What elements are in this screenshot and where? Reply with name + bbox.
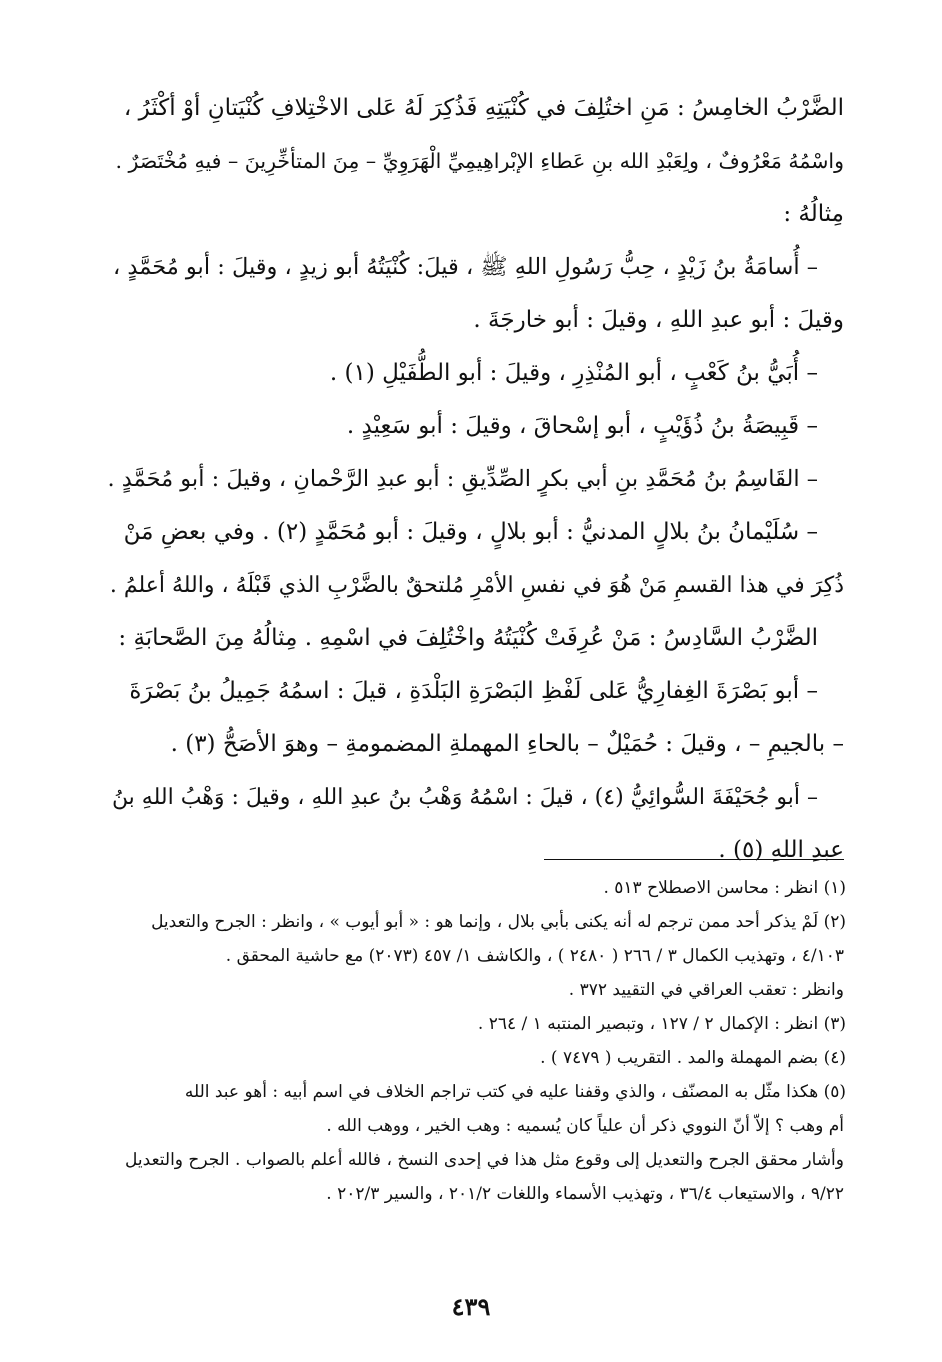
text-line: عبدِ اللهِ (٥) . [718,837,844,863]
footnote-line: ٤/١٠٣ ، وتهذيب الكمال ٣ / ٢٦٦ ( ٢٤٨٠ ) ، والكاشف ١/ ٤٥٧ (٢٠٧٣) مع حاشية المحقق . [225,946,844,966]
footnote-line: أم وهب ؟ إلاّ أنّ النووي ذكر أن علياً كان يُسميه : وهب الخير ، ووهب الله . [326,1116,844,1136]
page-number: ٤٣٩ [451,1292,491,1321]
text-line: الضَّرْبُ الخامِسُ : مَنِ اختُلِفَ في كُنْيَتِهِ فَذُكِرَ لَهُ عَلى الاخْتِلافِ كُنْيَتانِ أوْ أكْثَرُ ، [123,95,844,121]
text-line: – سُلَيْمانُ بنُ بلالٍ المدنيُّ : أبو بلالٍ ، وقيلَ : أبو مُحَمَّدٍ (٢) . وفي بعضِ مَنْ [123,519,818,545]
text-line: – أُبَيُّ بنُ كَعْبٍ ، أبو المُنْذِرِ ، وقيلَ : أبو الطُّفَيْلِ (١) . [329,360,818,386]
footnote-line: (٤) بضم المهملة والمد . التقريب ( ٧٤٧٩ ) . [540,1048,846,1068]
text-line: – قَبِيصَةُ بنُ ذُؤَيْبٍ ، أبو إسْحاقَ ، وقيلَ : أبو سَعِيْدٍ . [346,413,818,439]
text-line: الضَّرْبُ السَّادِسُ : مَنْ عُرِفَتْ كُنْيَتُهُ واخْتُلِفَ في اسْمِهِ . مِثالُهُ مِنَ الصَّحابَةِ : [118,625,818,651]
footnotes [100,871,846,1211]
text-line: – أُسامَةُ بنُ زَيْدٍ ، حِبُّ رَسُولِ اللهِ ﷺ ، قيلَ: كُنْيَتُهُ أبو زيدٍ ، وقيلَ : أبو مُحَمَّدٍ ، [112,254,818,280]
text-line: – أبو بَصْرَةَ الغِفارِيُّ عَلى لَفْظِ البَصْرَةِ البَلْدَةِ ، قيلَ : اسمُهُ جَمِيلُ بنُ بَصْرَةَ [129,678,818,704]
text-line: – بالجيمِ – ، وقيلَ : حُمَيْلٌ – بالحاءِ المهملةِ المضمومةِ – وهوَ الأصَحُّ (٣) . [170,731,844,757]
main-text [100,82,844,877]
footnote-line: (٣) انظر : الإكمال ٢ / ١٢٧ ، وتبصير المنتبه ١ / ٢٦٤ . [477,1014,846,1034]
text-line: مِثالُهُ : [783,201,844,227]
footnote-line: (٥) هكذا مثّل به المصنّف ، والذي وقفنا عليه في كتب تراجم الخلاف في اسم أبيه : أهو عبد الله [184,1082,846,1102]
footnote-line: (١) انظر : محاسن الاصطلاح ٥١٣ . [603,878,846,898]
footnote-line: ٩/٢٢ ، والاستيعاب ٣٦/٤ ، وتهذيب الأسماء واللغات ٢٠١/٢ ، والسير ٢٠٢/٣ . [326,1184,844,1204]
footnote-line: وأشار محقق الجرح والتعديل إلى وقوع مثل هذا في إحدى النسخ ، فالله أعلم بالصواب . الجرح والتعديل [125,1150,844,1170]
footnote-line: (٢) لَمْ يذكر أحد ممن ترجم له أنه يكنى بأبي بلال ، وإنما هو : « أبو أيوب » ، وانظر : الجرح والتعديل [151,912,846,932]
text-line: – القَاسِمُ بنُ مُحَمَّدِ بنِ أبي بكرٍ الصِّدِّيقِ : أبو عبدِ الرَّحْمانِ ، وقيلَ : أبو مُحَمَّدٍ . [107,466,818,492]
text-line: واسْمُهُ مَعْرُوفٌ ، ولِعَبْدِ الله بنِ عَطاءِ الإبْراهِيمِيِّ الْهَرَوِيِّ – مِنَ المتأخِّرِينَ – فيهِ مُخْتَصَرٌ . [115,149,844,173]
text-line: ذُكِرَ في هذا القسمِ مَنْ هُوَ في نفسِ الأمْرِ مُلتحقٌ بالضَّرْبِ الذي قَبْلَهُ ، واللهُ أعلمُ . [109,573,844,598]
footnote-line: وانظر : تعقب العراقي في التقييد ٣٧٢ . [568,980,844,1000]
text-line: وقيلَ : أبو عبدِ اللهِ ، وقيلَ : أبو خارجَةَ . [473,307,844,333]
text-line: – أبو جُحَيْفَةَ السُّوائِيُّ (٤) ، قيلَ : اسْمُهُ وَهْبُ بنُ عبدِ اللهِ ، وقيلَ : وَهْبُ اللهِ بنُ [111,785,818,810]
footnote-separator [544,859,844,860]
